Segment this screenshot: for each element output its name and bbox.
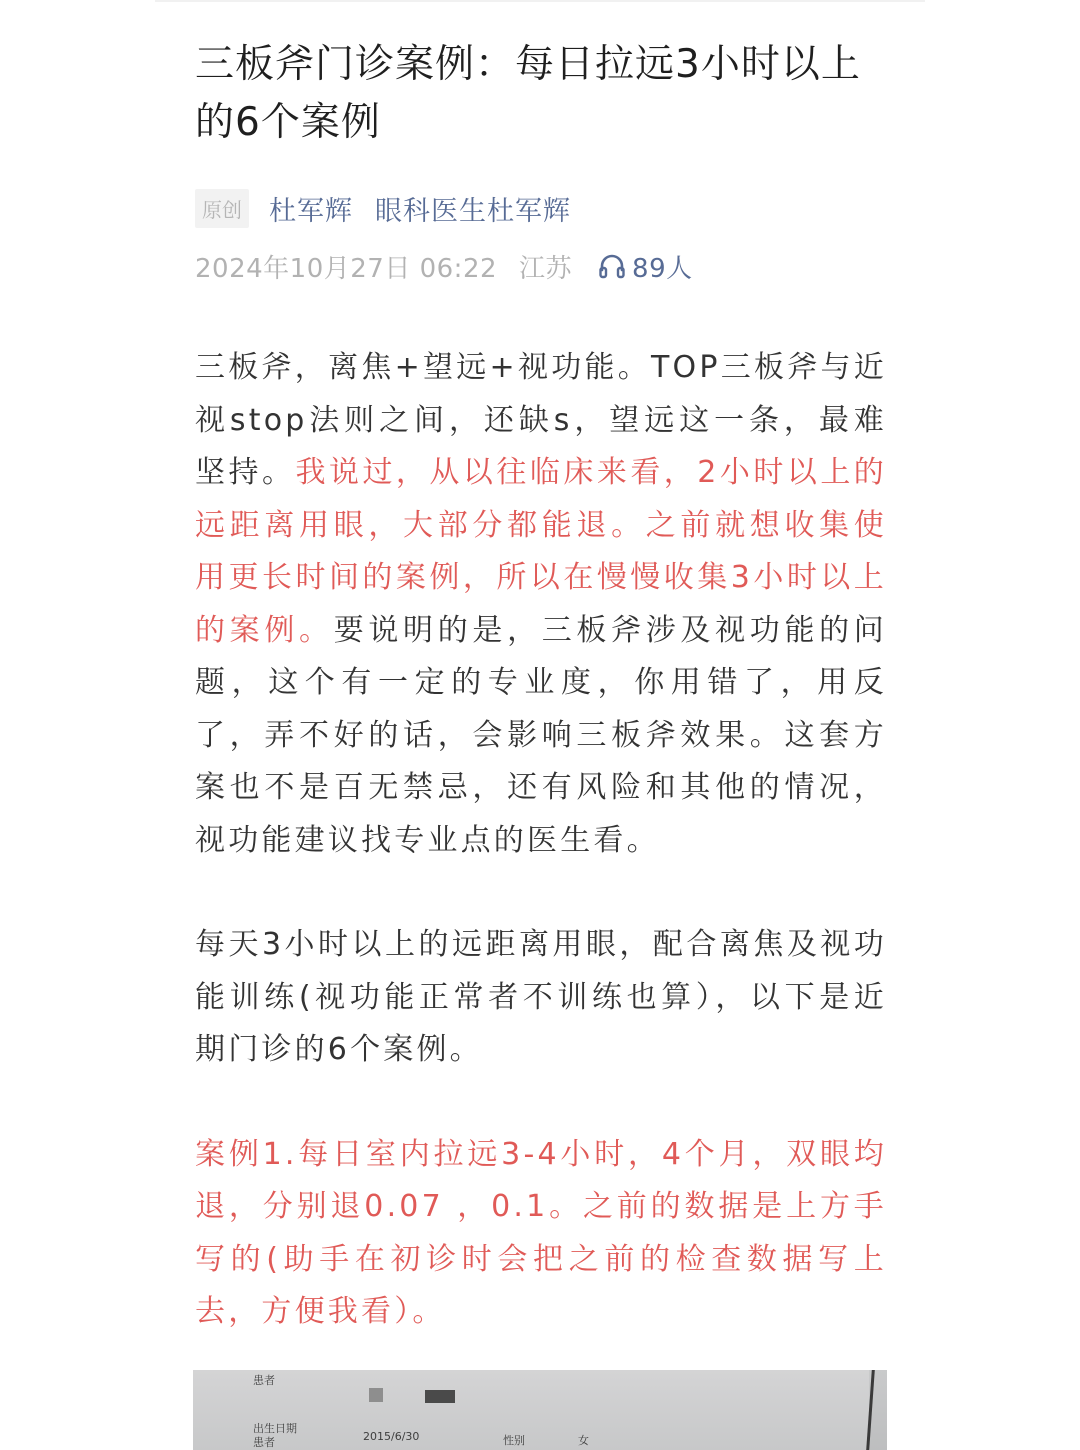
article-body [195,342,887,1339]
photo-label: 出生日期 [253,1422,297,1435]
publish-date: 2024年10月27日 06:22 [195,253,498,284]
photo-redaction-block [425,1390,455,1403]
photo-label: 性别 [503,1434,525,1447]
author-link[interactable]: 杜军辉 [269,195,353,227]
paragraph-1 [195,342,887,867]
article [195,36,887,1339]
text-segment: 三板斧，离焦+望远+视功能。TOP三板斧与近视stop法则之间，还缺s，望远这一条，最难坚持。 [195,350,887,490]
photo-label: 女 [578,1434,589,1447]
photo-label: 2015/6/30 [363,1430,420,1443]
photo-label: 患者 [253,1374,275,1387]
listen-count: 89人 [632,253,693,284]
photo-paper-sheet [193,1370,869,1450]
photo-redaction-block [369,1388,383,1402]
article-title: 三板斧门诊案例：每日拉远3小时以上的6个案例 [195,42,861,145]
text-segment: 要说明的是，三板斧涉及视功能的问题，这个有一定的专业度，你用错了，用反了，弄不好的话，会影响三板斧效果。这套方案也不是百无禁忌，还有风险和其他的情况，视功能建议找专业点的医生看。 [195,612,887,858]
text-segment: 每天3小时以上的远距离用眼，配合离焦及视功能训练(视功能正常者不训练也算），以下是近期门诊的6个案例。 [195,927,887,1067]
publish-region: 江苏 [519,253,573,284]
highlighted-text-segment: 我说过，从以往临床来看，2小时以上的远距离用眼，大部分都能退。之前就想收集使用更长时间的案例，所以在慢慢收集3小时以上的案例。 [195,455,888,648]
highlighted-text-segment: 案例1.每日室内拉远3-4小时，4个月，双眼均退，分别退0.07 ，0.1。之前的数据是上方手写的(助手在初诊时会把之前的检查数据写上去，方便我看）。 [195,1136,887,1329]
exam-record-photo[interactable] [193,1370,887,1450]
paragraph-3 [195,1129,887,1339]
headphones-icon [598,253,626,279]
photo-label: 患者 [253,1436,275,1449]
publish-info-row [195,246,887,286]
paragraph-2 [195,919,887,1077]
account-link[interactable]: 眼科医生杜军辉 [375,195,571,227]
original-badge: 原创 [195,189,249,228]
top-divider [155,0,925,2]
listen-count-button[interactable] [598,248,693,285]
author-row [195,188,887,228]
